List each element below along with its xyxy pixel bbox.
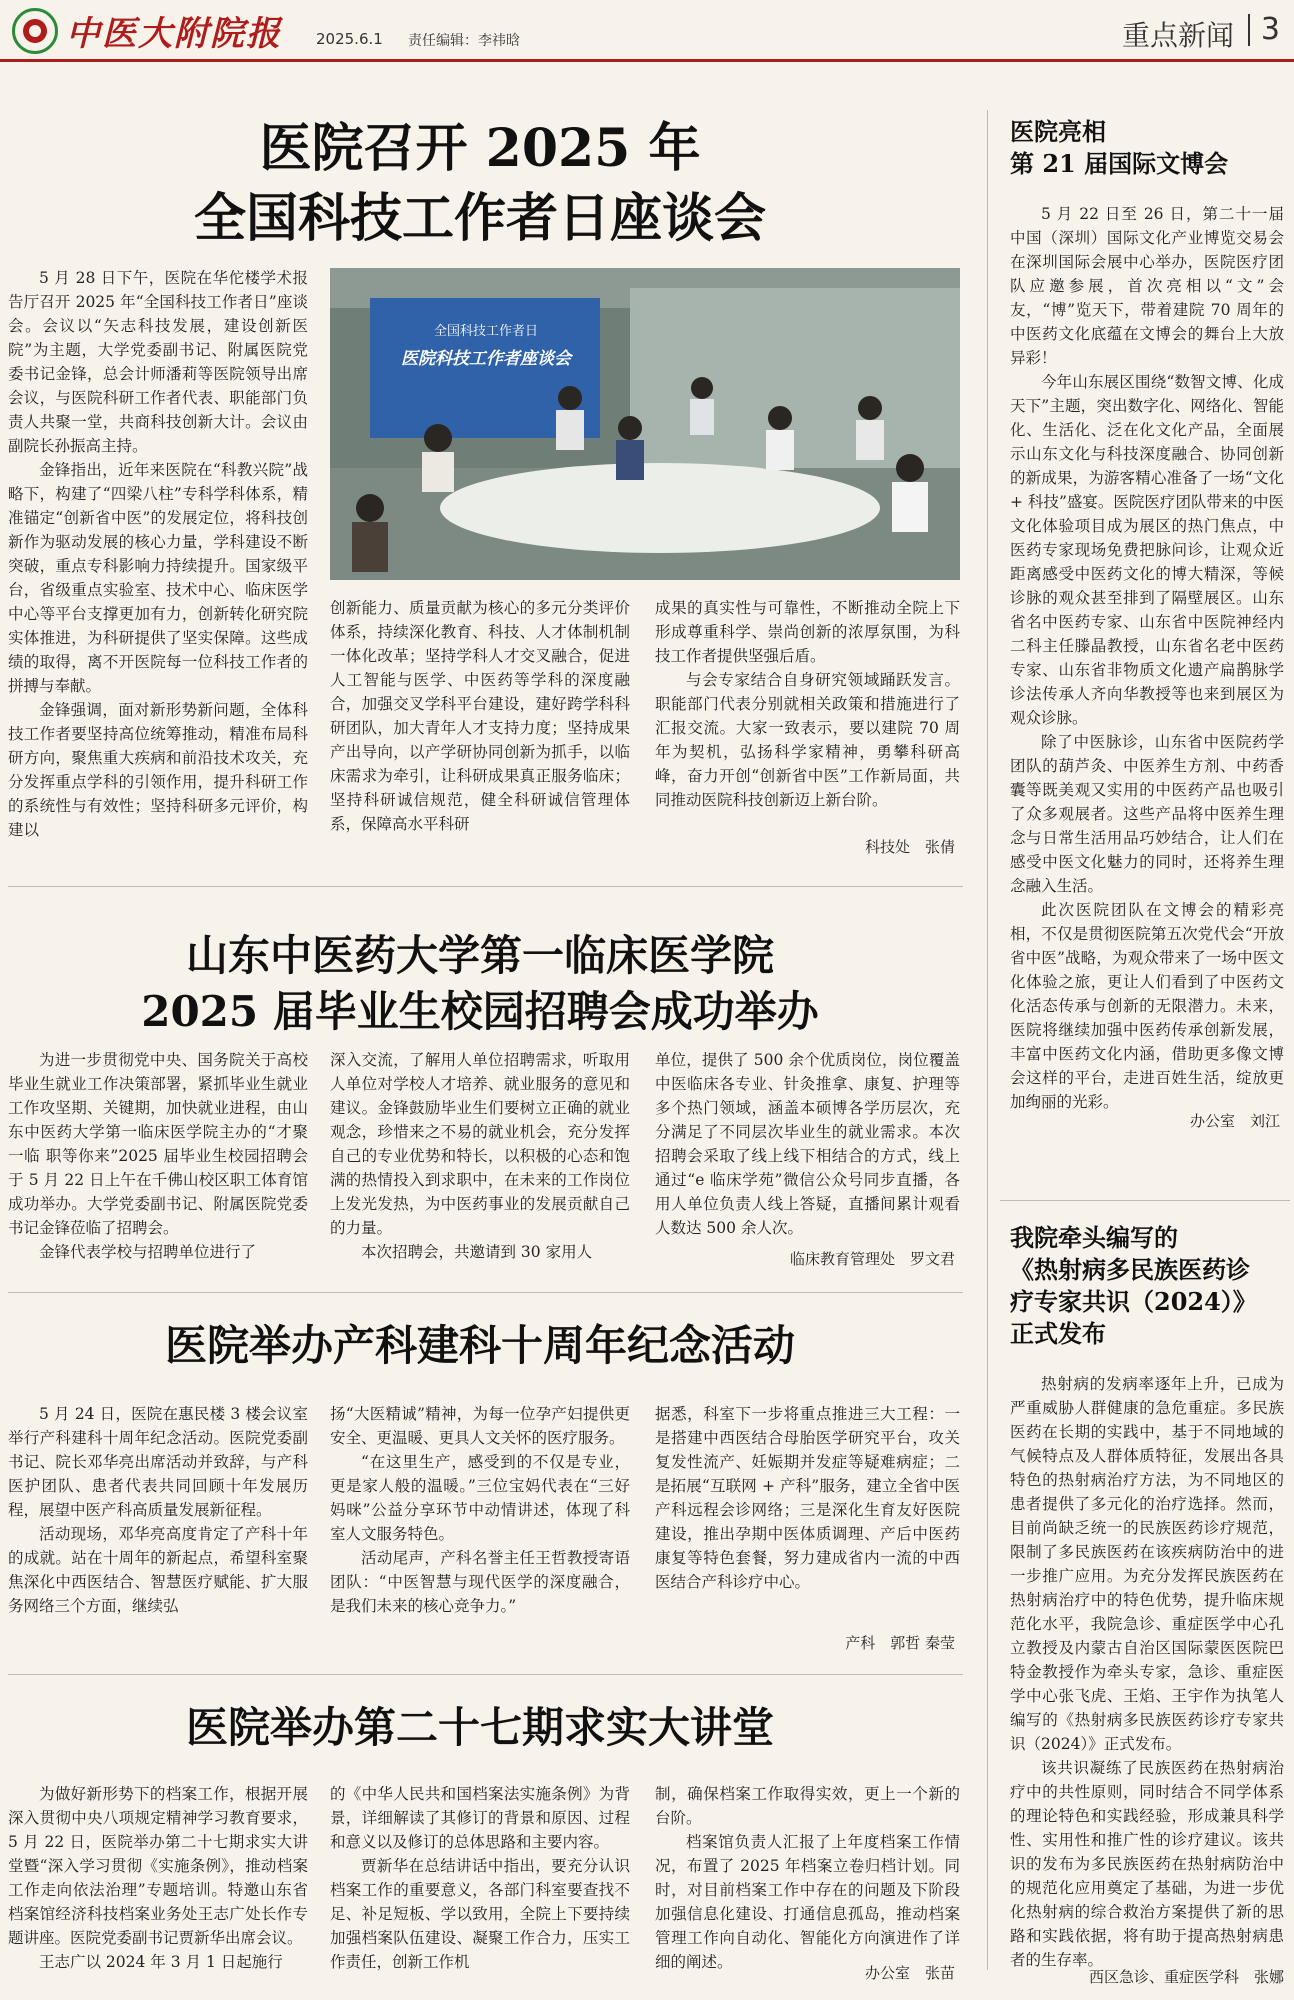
- newspaper-logo-icon: [12, 8, 58, 54]
- sidebar-article-2-title-line-3: 疗专家共识（2024）》: [1010, 1287, 1257, 1316]
- article-1-paragraph: 金锋指出，近年来医院在“科教兴院”战略下，构建了“四梁八柱”专科学科体系，精准锚定“创新省中医”的发展定位，将科技创新作为驱动发展的核心力量，学科建设不断突破，重点专科影响力持续提升。国家级平台，省级重点实验室、技术中心、临床医学中心等平台支撑更加有力，创新转化研究院实体推进，为科研提供了坚实保障。这些成绩的取得，离不开医院每一位科技工作者的拼搏与奉献。: [8, 461, 308, 695]
- article-4-paragraph: 的《中华人民共和国档案法实施条例》为背景，详细解读了其修订的背景和原因、过程和意义以及修订的总体思路和主要内容。: [330, 1785, 630, 1851]
- article-4-byline: 办公室 张苗: [864, 1964, 955, 1982]
- responsible-editor: 责任编辑：李祎晗: [408, 33, 520, 49]
- photo-banner-line-2: 医院科技工作者座谈会: [401, 349, 571, 369]
- article-2-paragraph: 为进一步贯彻党中央、国务院关于高校毕业生就业工作决策部署，紧抓毕业生就业工作攻坚期、关键期，加快就业进程，由山东中医药大学第一临床医学院主办的“才聚一临 职等你来”2025 届毕业生校园招聘会于 5 月 22 日上午在千佛山校区职工体育馆成功举办。大学党委副书记、附属医院党委书记金锋莅临了招聘会。: [8, 1051, 308, 1237]
- article-2-column-3: [655, 1048, 960, 1240]
- page-number: 3: [1260, 12, 1280, 47]
- article-3-paragraph: 据悉，科室下一步将重点推进三大工程：一是搭建中西医结合母胎医学研究平台，攻关复发性流产、妊娠期并发症等疑难病症；二是拓展“互联网 + 产科”服务，建立全省中医产科远程会诊网络；三是深化生育友好医院建设，推出孕期中医体质调理、产后中医药康复等特色套餐，努力建成省内一流的中西医结合产科诊疗中心。: [655, 1405, 960, 1591]
- article-3-paragraph: 扬“大医精诚”精神，为每一位孕产妇提供更安全、更温暖、更具人文关怀的医疗服务。: [330, 1405, 630, 1447]
- article-3-column-1: [8, 1402, 308, 1618]
- article-4-paragraph: 制，确保档案工作取得实效，更上一个新的台阶。: [655, 1785, 960, 1827]
- article-1-title-line-2: 全国科技工作者日座谈会: [193, 188, 766, 249]
- sidebar-article-1-paragraph: 5 月 22 日至 26 日，第二十一届中国（深圳）国际文化产业博览交易会在深圳国际会展中心举办，医院医疗团队应邀参展，首次亮相以“文”会友，“博”览天下，带着建院 70 周年的中医药文化底蕴在文博会的舞台上大放异彩！: [1010, 205, 1284, 367]
- sidebar-article-2-title-line-1: 我院牵头编写的: [1010, 1223, 1178, 1252]
- article-2-byline: 临床教育管理处 罗文君: [789, 1250, 955, 1268]
- article-3-paragraph: “在这里生产，感受到的不仅是专业，更是家人般的温暖。”三位宝妈代表在“三好妈咪”公益分享环节中动情讲述，体现了科室人文服务特色。: [330, 1453, 630, 1543]
- article-1-title-line-1: 医院召开 2025 年: [259, 118, 701, 179]
- article-1-column-2: [330, 596, 630, 836]
- sidebar-article-2-byline: 西区急诊、重症医学科 张娜: [1088, 1968, 1284, 1986]
- article-1-byline: 科技处 张倩: [864, 838, 955, 856]
- sidebar-article-2-title-line-2: 《热射病多民族医药诊: [1010, 1255, 1250, 1284]
- article-3-paragraph: 活动尾声，产科名誉主任王哲教授寄语团队：“中医智慧与现代医学的深度融合，是我们未来的核心竞争力。”: [330, 1549, 630, 1615]
- article-2-paragraph: 金锋代表学校与招聘单位进行了: [39, 1243, 257, 1261]
- article-2-paragraph: 单位，提供了 500 余个优质岗位，岗位覆盖中医临床各专业、针灸推拿、康复、护理等多个热门领域，涵盖本硕博各学历层次，充分满足了不同层次毕业生的就业需求。本次招聘会采取了线上线下相结合的方式，线上通过“e 临床学苑”微信公众号同步直播，各用人单位负责人线上答疑，直播间累计观看人数达 500 余人次。: [655, 1051, 960, 1237]
- article-2-paragraph: 深入交流，了解用人单位招聘需求，听取用人单位对学校人才培养、就业服务的意见和建议。金锋鼓励毕业生们要树立正确的就业观念，珍惜来之不易的就业机会，充分发挥自己的专业优势和特长，以积极的心态和饱满的热情投入到求职中，在未来的工作岗位上发光发热，为中医药事业的发展贡献自己的力量。: [330, 1051, 630, 1237]
- sidebar-article-2-paragraph: 热射病的发病率逐年上升，已成为严重威胁人群健康的急危重症。多民族医药在长期的实践中，基于不同地域的气候特点及人群体质特征，发展出各具特色的热射病治疗方法，为不同地区的患者提供了多元化的治疗选择。然而，目前尚缺乏统一的民族医药诊疗规范，限制了多民族医药在该疾病防治中的进一步推广应用。为充分发挥民族医药在热射病治疗中的特色优势，提升临床规范化水平，我院急诊、重症医学中心孔立教授及内蒙古自治区国际蒙医医院巴特金教授作为牵头专家，急诊、重症医学中心张飞虎、王焰、王宇作为执笔人编写的《热射病多民族医药诊疗专家共识（2024）》正式发布。: [1010, 1375, 1284, 1753]
- column-divider: [987, 110, 988, 1970]
- article-4-paragraph: 为做好新形势下的档案工作，根据开展深入贯彻中央八项规定精神学习教育要求，5 月 22 日，医院举办第二十七期求实大讲堂暨“深入学习贯彻《实施条例》，推动档案工作走向依法治理”专题培训。特邀山东省档案馆经济科技档案业务处王志广处长作专题讲座。医院党委副书记贾新华出席会议。: [8, 1785, 308, 1947]
- article-4-title: 医院举办第二十七期求实大讲堂: [185, 1703, 774, 1752]
- masthead: [0, 0, 1294, 62]
- section-name: 重点新闻: [1121, 19, 1234, 52]
- article-1-column-1: [8, 266, 308, 842]
- sidebar-separator: [1000, 1200, 1290, 1201]
- sidebar-article-1-title-line-2: 第 21 届国际文博会: [1010, 149, 1229, 178]
- sidebar-article-2-body: [1010, 1372, 1284, 1972]
- article-3-column-3: [655, 1402, 960, 1594]
- article-1-paragraph: 5 月 28 日下午，医院在华佗楼学术报告厅召开 2025 年“全国科技工作者日”座谈会。会议以“矢志科技发展，建设创新医院”为主题，大学党委副书记、附属医院党委书记金锋，总会计师潘莉等医院领导出席会议，与医院科研工作者代表、职能部门负责人共聚一堂，共商科技创新大计。会议由副院长孙振高主持。: [8, 269, 308, 455]
- article-1-column-3: [655, 596, 960, 812]
- article-1-paragraph: 创新能力、质量贡献为核心的多元分类评价体系，持续深化教育、科技、人才体制机制一体化改革；坚持学科人才交叉融合，促进人工智能与医学、中医药等学科的深度融合，加强交叉学科平台建设，建好跨学科科研团队，加大青年人才支持力度；坚持成果产出导向，以产学研协同创新为抓手，以临床需求为牵引，让科研成果真正服务临床；坚持科研诚信规范，健全科研诚信管理体系，保障高水平科研: [330, 599, 630, 833]
- article-4-paragraph: 档案馆负责人汇报了上年度档案工作情况，布置了 2025 年档案立卷归档计划。同时，对目前档案工作中存在的问题及下阶段加强信息化建设、打通信息孤岛，推动档案管理工作向自动化、智能化方向演进作了详细的阐述。: [655, 1833, 960, 1971]
- sidebar-article-2-title: [1010, 1222, 1290, 1350]
- article-3-title: 医院举办产科建科十周年纪念活动: [164, 1321, 795, 1370]
- issue-date: 2025.6.1: [316, 30, 383, 48]
- section-divider: [1248, 14, 1250, 46]
- article-2-column-2: [330, 1048, 630, 1264]
- meeting-photo: [330, 268, 960, 580]
- article-4-column-3: [655, 1782, 960, 1974]
- sidebar-article-2-title-line-4: 正式发布: [1010, 1319, 1106, 1348]
- article-1-paragraph: 成果的真实性与可靠性，不断推动全院上下形成尊重科学、崇尚创新的浓厚氛围，为科技工作者提供坚强后盾。: [655, 599, 960, 665]
- sidebar-article-1-byline: 办公室 刘江: [1189, 1112, 1280, 1130]
- meeting-photo-illustration: [330, 268, 960, 580]
- article-separator: [8, 1292, 963, 1293]
- sidebar-article-1-paragraph: 此次医院团队在文博会的精彩亮相，不仅是贯彻医院第五次党代会“开放省中医”战略，为观众带来了一场中医文化体验之旅，更让人们看到了中医药文化活态传承与创新的无限潜力。未来，医院将继续加强中医药传承创新发展，丰富中医药文化内涵，借助更多像文博会这样的平台，走进百姓生活，绽放更加绚丽的光彩。: [1010, 901, 1284, 1111]
- conference-table: [440, 463, 880, 553]
- article-3-column-2: [330, 1402, 630, 1618]
- article-2-title-line-2: 2025 届毕业生校园招聘会成功举办: [141, 987, 819, 1036]
- article-1-paragraph: 金锋强调，面对新形势新问题，全体科技工作者要坚持高位统筹推动，精准布局科研方向，聚焦重大疾病和前沿技术攻关，充分发挥重点学科的引领作用，提升科研工作的系统性与有效性；坚持科研多元评价，构建以: [8, 701, 308, 839]
- newspaper-name: 中医大附院报: [66, 14, 282, 54]
- article-2-column-1: [8, 1048, 308, 1264]
- article-4-column-2: [330, 1782, 630, 1974]
- article-2-paragraph: 本次招聘会，共邀请到 30 家用人: [361, 1243, 593, 1261]
- sidebar-article-2-paragraph: 该共识凝练了民族医药在热射病治疗中的共性原则，同时结合不同学体系的理论特色和实践经验，形成兼具科学性、实用性和推广性的诊疗建议。该共识的发布为多民族医药在热射病防治中的规范化应用奠定了基础，为进一步优化热射病的综合救治方案提供了新的思路和实践依据，将有助于提高热射病患者的生存率。: [1010, 1759, 1284, 1969]
- sidebar-article-1-title-line-1: 医院亮相: [1010, 117, 1106, 146]
- article-1-title: [120, 114, 840, 254]
- sidebar-article-1-paragraph: 除了中医脉诊，山东省中医院药学团队的葫芦灸、中医养生方剂、中药香囊等既美观又实用的中医药产品也吸引了众多观展者。这些产品将中医养生理念与日常生活用品巧妙结合，让人们在感受中医文化魅力的同时，还将养生理念融入生活。: [1010, 733, 1284, 895]
- article-4-paragraph: 王志广以 2024 年 3 月 1 日起施行: [39, 1953, 283, 1971]
- article-4-paragraph: 贾新华在总结讲话中指出，要充分认识档案工作的重要意义，各部门科室要查找不足、补足短板、学以致用，全院上下要持续加强档案队伍建设、凝聚工作合力，压实工作责任，创新工作机: [330, 1857, 630, 1971]
- photo-banner-line-1: 全国科技工作者日: [433, 324, 538, 339]
- article-separator: [8, 1674, 963, 1675]
- article-3-byline: 产科 郭哲 秦莹: [845, 1634, 955, 1652]
- article-1-paragraph: 与会专家结合自身研究领域踊跃发言。职能部门代表分别就相关政策和措施进行了汇报交流。大家一致表示，要以建院 70 周年为契机，弘扬科学家精神，勇攀科研高峰，奋力开创“创新省中医”工作新局面，共同推动医院科技创新迈上新台阶。: [655, 671, 960, 809]
- article-3-paragraph: 5 月 24 日，医院在惠民楼 3 楼会议室举行产科建科十周年纪念活动。医院党委副书记、院长邓华亮出席活动并致辞，与产科医护团队、患者代表共同回顾十年发展历程，展望中医产科高质量发展新征程。: [8, 1405, 308, 1519]
- article-2-title-line-1: 山东中医药大学第一临床医学院: [185, 931, 774, 980]
- sidebar-article-1-paragraph: 今年山东展区围绕“数智文博、化成天下”主题，突出数字化、网络化、智能化、生活化、泛在化文化产品，全面展示山东文化与科技深度融合、协同创新的新成果，为游客精心准备了一场“文化 + 科技”盛宴。医院医疗团队带来的中医文化体验项目成为展区的热门焦点，中医药专家现场免费把脉问诊，让观众近距离感受中医药文化的博大精深，等候诊脉的观众甚至排到了隔壁展区。山东省名中医药专家、山东省中医院神经内二科主任滕晶教授，山东省名老中医药专家、山东省非物质文化遗产扁鹊脉学诊法传承人齐向华教授等也来到展区为观众诊脉。: [1010, 373, 1284, 727]
- article-3-paragraph: 活动现场，邓华亮高度肯定了产科十年的成就。站在十周年的新起点，希望科室聚焦深化中西医结合、智慧医疗赋能、扩大服务网络三个方面，继续弘: [8, 1525, 308, 1615]
- article-4-column-1: [8, 1782, 308, 1974]
- article-separator: [8, 886, 963, 887]
- sidebar-article-1-title: [1010, 116, 1280, 180]
- sidebar-article-1-body: [1010, 202, 1284, 1114]
- article-2-title: [100, 928, 860, 1040]
